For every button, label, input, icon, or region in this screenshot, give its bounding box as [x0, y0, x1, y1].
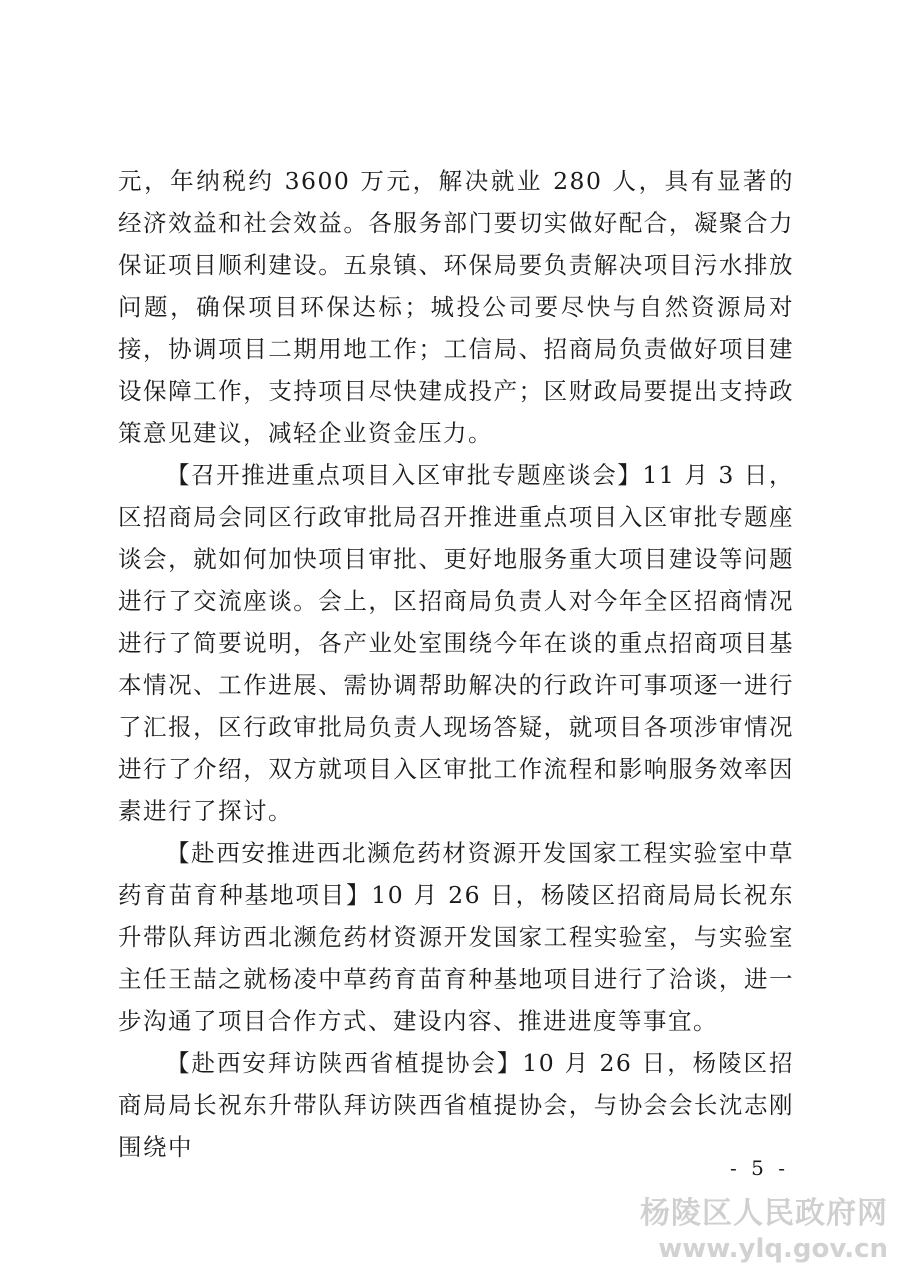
watermark-site-url: www.ylq.gov.cn	[658, 1234, 888, 1264]
paragraph-herbal-base-project: 【赴西安推进西北濒危药材资源开发国家工程实验室中草药育苗育种基地项目】10 月 26 日，杨陵区招商局局长祝东升带队拜访西北濒危药材资源开发国家工程实验室，与实验室主任王喆之就杨凌中草药育苗育种基地项目进行了洽谈，进一步沟通了项目合作方式、建设内容、推进进度等事宜。	[118, 839, 794, 1035]
page-number: - 5 -	[730, 1156, 789, 1180]
watermark-site-name: 杨陵区人民政府网	[640, 1196, 888, 1231]
paragraph-approval-meeting: 【召开推进重点项目入区审批专题座谈会】11 月 3 日，区招商局会同区行政审批局召开推进重点项目入区审批专题座谈会，就如何加快项目审批、更好地服务重大项目建设等问题进行了交流座谈。会上，区招商局负责人对今年全区招商情况进行了简要说明，各产业处室围绕今年在谈的重点招商项目基本情况、工作进展、需协调帮助解决的行政许可事项逐一进行了汇报，区行政审批局负责人现场答疑，就项目各项涉审情况进行了介绍，双方就项目入区审批工作流程和影响服务效率因素进行了探讨。	[118, 461, 794, 825]
body-text	[118, 160, 794, 1168]
paragraph-plant-extract-association: 【赴西安拜访陕西省植提协会】10 月 26 日，杨陵区招商局局长祝东升带队拜访陕西省植提协会，与协会会长沈志刚围绕中	[118, 1049, 794, 1161]
paragraph-continuation: 元，年纳税约 3600 万元，解决就业 280 人，具有显著的经济效益和社会效益。各服务部门要切实做好配合，凝聚合力保证项目顺利建设。五泉镇、环保局要负责解决项目污水排放问题，确保项目环保达标；城投公司要尽快与自然资源局对接，协调项目二期用地工作；工信局、招商局负责做好项目建设保障工作，支持项目尽快建成投产；区财政局要提出支持政策意见建议，减轻企业资金压力。	[118, 167, 794, 447]
site-watermark	[640, 1195, 888, 1265]
